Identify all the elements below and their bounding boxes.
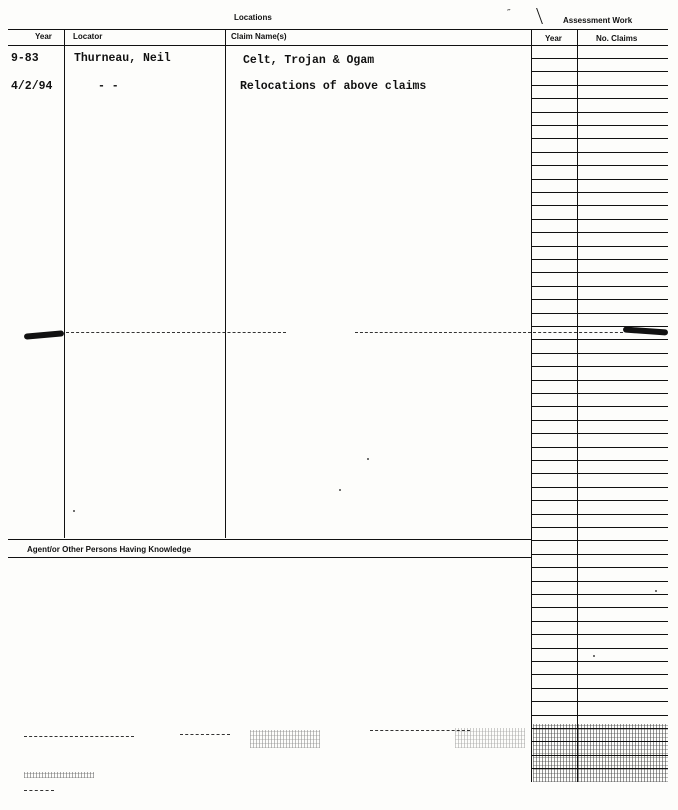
scan-smudge [455,728,525,748]
entry-year: 9-83 [11,52,39,65]
agent-section-label: Agent/or Other Persons Having Knowledge [27,545,192,554]
assessment-row-line [531,473,668,474]
col-header-year: Year [35,32,52,41]
assessment-row-line [531,138,668,139]
fold-crease [66,332,286,333]
assessment-row-line [531,112,668,113]
entry-year: 4/2/94 [11,80,53,93]
fold-crease [533,332,623,333]
assessment-row-line [531,514,668,515]
assessment-row-line [531,58,668,59]
col-header-assessment-year: Year [545,34,562,43]
assessment-row-line [531,353,668,354]
fold-crease [355,332,531,333]
scan-smudge [24,772,94,778]
assessment-row-line [531,554,668,555]
assessment-row-line [531,447,668,448]
assessment-row-line [531,85,668,86]
speck [367,458,369,460]
assessment-row-line [531,179,668,180]
entry-locator: Thurneau, Neil [74,52,171,65]
speck [655,590,657,592]
assessment-row-line [531,594,668,595]
scan-streak [180,734,230,735]
scan-smudge [250,730,320,748]
locations-title: Locations [234,13,272,22]
rule-locator-claim [225,29,226,538]
assessment-row-line [531,688,668,689]
col-header-no-claims: No. Claims [596,34,638,43]
assessment-row-line [531,648,668,649]
scan-streak [24,790,54,791]
assessment-row-line [531,701,668,702]
assessment-row-line [531,259,668,260]
assessment-row-line [531,460,668,461]
assessment-row-line [531,500,668,501]
assessment-row-line [531,661,668,662]
assessment-row-line [531,433,668,434]
speck [593,655,595,657]
header-bottom-rule [8,45,668,46]
speck [339,489,341,491]
assessment-row-line [531,674,668,675]
assessment-row-line [531,98,668,99]
entry-claim-names: Celt, Trojan & Ogam [243,54,375,67]
pen-stroke [530,8,543,24]
pen-mark: ˝ [507,8,510,18]
assessment-row-line [531,272,668,273]
assessment-row-line [531,339,668,340]
fold-mark-left [24,330,64,339]
assessment-row-line [531,71,668,72]
assessment-row-line [531,380,668,381]
assessment-row-line [531,581,668,582]
assessment-row-line [531,286,668,287]
assessment-row-line [531,125,668,126]
assessment-row-line [531,527,668,528]
assessment-row-line [531,313,668,314]
rule-year-locator [64,29,65,538]
col-header-locator: Locator [73,32,103,41]
assessment-row-line [531,205,668,206]
assessment-row-line [531,232,668,233]
assessment-row-line [531,567,668,568]
assessment-row-line [531,621,668,622]
scan-streak [24,736,134,737]
assessment-row-line [531,192,668,193]
assessment-row-line [531,393,668,394]
entry-locator: - - [98,80,119,93]
assessment-row-line [531,487,668,488]
assessment-row-line [531,219,668,220]
assessment-row-line [531,715,668,716]
scan-smudge-assessment [533,724,668,782]
assessment-row-line [531,326,668,327]
assessment-row-line [531,634,668,635]
locations-bottom-rule [8,539,531,540]
assessment-row-line [531,607,668,608]
assessment-row-line [531,246,668,247]
table-top-rule [8,29,668,30]
assessment-row-line [531,152,668,153]
assessment-row-line [531,299,668,300]
assessment-work-title: Assessment Work [563,16,633,25]
entry-claim-names: Relocations of above claims [240,80,427,93]
assessment-row-line [531,165,668,166]
fold-mark-right [623,326,668,335]
speck [73,510,75,512]
assessment-row-line [531,540,668,541]
assessment-row-line [531,406,668,407]
assessment-row-line [531,366,668,367]
agent-section-rule [8,557,531,558]
col-header-claim-names: Claim Name(s) [231,32,287,41]
assessment-row-line [531,420,668,421]
